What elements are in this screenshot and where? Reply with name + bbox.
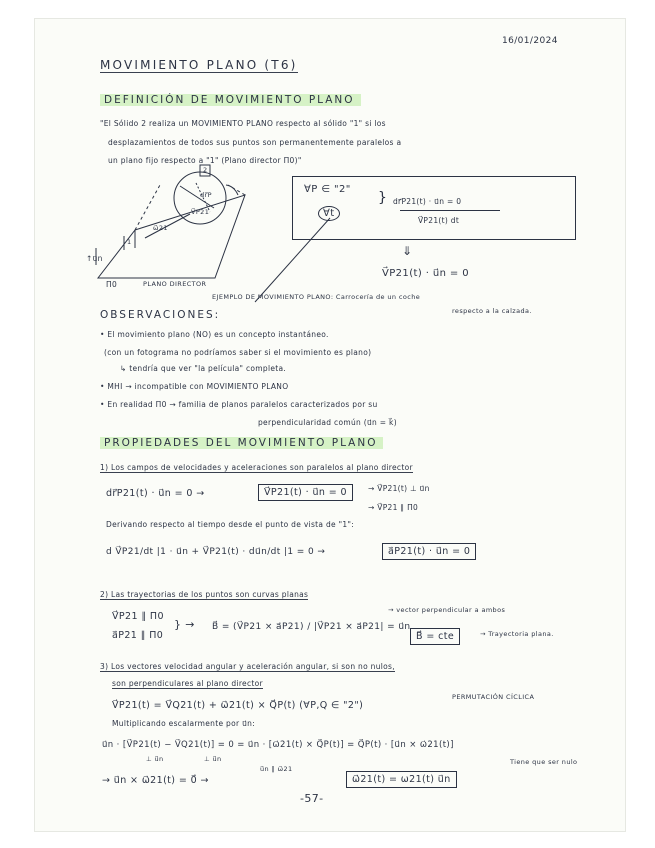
prop1-eq-left: dr⃗P21(t) · u⃗n = 0 → <box>106 488 205 499</box>
parallel-note: u⃗n ∥ ω⃗21 <box>260 765 293 773</box>
example-line: EJEMPLO DE MOVIMIENTO PLANO: Carrocería de un coche <box>212 293 421 301</box>
date: 16/01/2024 <box>502 36 558 46</box>
prop1-heading: 1) Los campos de velocidades y aceleraciones son paralelos al plano director <box>100 463 413 472</box>
observation-item: • En realidad Π0 → familia de planos paralelos caracterizados por su <box>100 400 378 409</box>
prop1-deriv-box: a⃗P21(t) · u⃗n = 0 <box>382 543 476 560</box>
prop3-heading: son perpendiculares al plano director <box>112 679 263 688</box>
normal-label: ↑u⃗n <box>86 254 103 263</box>
definition-line: un plano fijo respecto a "1" (Plano director Π0)" <box>108 156 302 165</box>
plane-label: PLANO DIRECTOR <box>143 280 207 288</box>
prop3-mult: Multiplicando escalarmente por u⃗n: <box>112 719 256 728</box>
trajectory-note: → Trayectoria plana. <box>480 630 554 638</box>
perp-note: ⊥ u⃗n <box>204 755 222 763</box>
section-definition: DEFINICIÓN DE MOVIMIENTO PLANO <box>100 94 361 106</box>
def-result: V⃗P21(t) · u⃗n = 0 <box>382 268 470 279</box>
prop3-eq3: → u⃗n × ω⃗21(t) = 0⃗ → <box>102 775 209 786</box>
prop2-left: V⃗P21 ∥ Π0 <box>112 611 164 622</box>
vp-label: V⃗P21 <box>191 208 210 216</box>
observation-item: • El movimiento plano (NO) es un concepto instantáneo. <box>100 330 329 339</box>
prop2-heading: 2) Las trayectorias de los puntos son curvas planas <box>100 590 309 599</box>
observation-item: perpendicularidad común (u⃗n = k⃗) <box>258 418 397 427</box>
definition-line: desplazamientos de todos sus puntos son permanentemente paralelos a <box>108 138 402 147</box>
section-observations: OBSERVACIONES: <box>100 309 221 321</box>
frac-bar <box>400 210 500 211</box>
def-frac-den: V⃗P21(t) dt <box>418 216 460 225</box>
prop2-arrow: } → <box>174 618 195 631</box>
binormal-box: B⃗ = cte <box>410 628 460 645</box>
nonnull-note: Tiene que ser nulo <box>510 758 578 766</box>
prop1-eq-box: V⃗P21(t) · u⃗n = 0 <box>258 484 353 501</box>
observation-item: (con un fotograma no podríamos saber si el movimiento es plano) <box>104 348 372 357</box>
prop3-eq2: u⃗n · [V⃗P21(t) − V⃗Q21(t)] = 0 = u⃗n · [ω⃗21(t) × Q⃗P(t)] = Q⃗P(t) · [u⃗n × ω⃗21(t)] <box>102 740 454 750</box>
cyclic-note: PERMUTACIÓN CÍCLICA <box>452 693 535 701</box>
plano-director-shape <box>98 195 245 278</box>
omega-label: ω⃗21 <box>153 224 168 232</box>
def-frac-num: dr⃗P21(t) · u⃗n = 0 <box>393 197 462 206</box>
observation-item: ↳ tendría que ver "la película" completa. <box>120 364 287 373</box>
example-line: respecto a la calzada. <box>452 307 532 315</box>
forall-t: ∀t <box>318 206 340 221</box>
implies-arrow: ⇓ <box>402 244 413 258</box>
page-number: -57- <box>300 792 324 805</box>
prop2-left: a⃗P21 ∥ Π0 <box>112 630 164 641</box>
binormal-eq: B⃗ = (V⃗P21 × a⃗P21) / |V⃗P21 × a⃗P21| = u⃗n <box>212 622 411 632</box>
solid-1-label: 1 <box>127 238 132 246</box>
pi-label: Π0 <box>106 280 118 289</box>
page-title: MOVIMIENTO PLANO (T6) <box>100 58 298 72</box>
prop1-deriv-eq: d V⃗P21/dt |1 · u⃗n + V⃗P21(t) · du⃗n/dt |1 = 0 → <box>106 547 326 557</box>
binormal-note: → vector perpendicular a ambos <box>388 606 506 614</box>
solid-label: 2 <box>203 166 208 174</box>
forall-p: ∀P ∈ "2" <box>304 184 351 195</box>
prop1-branch: → V⃗P21(t) ⊥ u⃗n <box>368 484 430 493</box>
drp-label: dr⃗P <box>200 191 212 199</box>
prop1-deriv-text: Derivando respecto al tiempo desde el punto de vista de "1": <box>106 520 355 529</box>
prop1-branch: → V⃗P21 ∥ Π0 <box>368 503 419 512</box>
section-properties: PROPIEDADES DEL MOVIMIENTO PLANO <box>100 437 383 449</box>
prop3-heading: 3) Los vectores velocidad angular y aceleración angular, si son no nulos, <box>100 662 395 671</box>
observation-item: • MHI → incompatible con MOVIMIENTO PLANO <box>100 382 289 391</box>
definition-line: "El Sólido 2 realiza un MOVIMIENTO PLANO respecto al sólido "1" si los <box>100 119 386 128</box>
perp-note: ⊥ u⃗n <box>146 755 164 763</box>
prop3-eq3-box: ω⃗21(t) = ω21(t) u⃗n <box>346 771 457 788</box>
prop3-eq1: V⃗P21(t) = V⃗Q21(t) + ω⃗21(t) × Q⃗P(t) (∀P,Q ∈ "2") <box>112 700 364 711</box>
brace: } <box>378 190 388 206</box>
